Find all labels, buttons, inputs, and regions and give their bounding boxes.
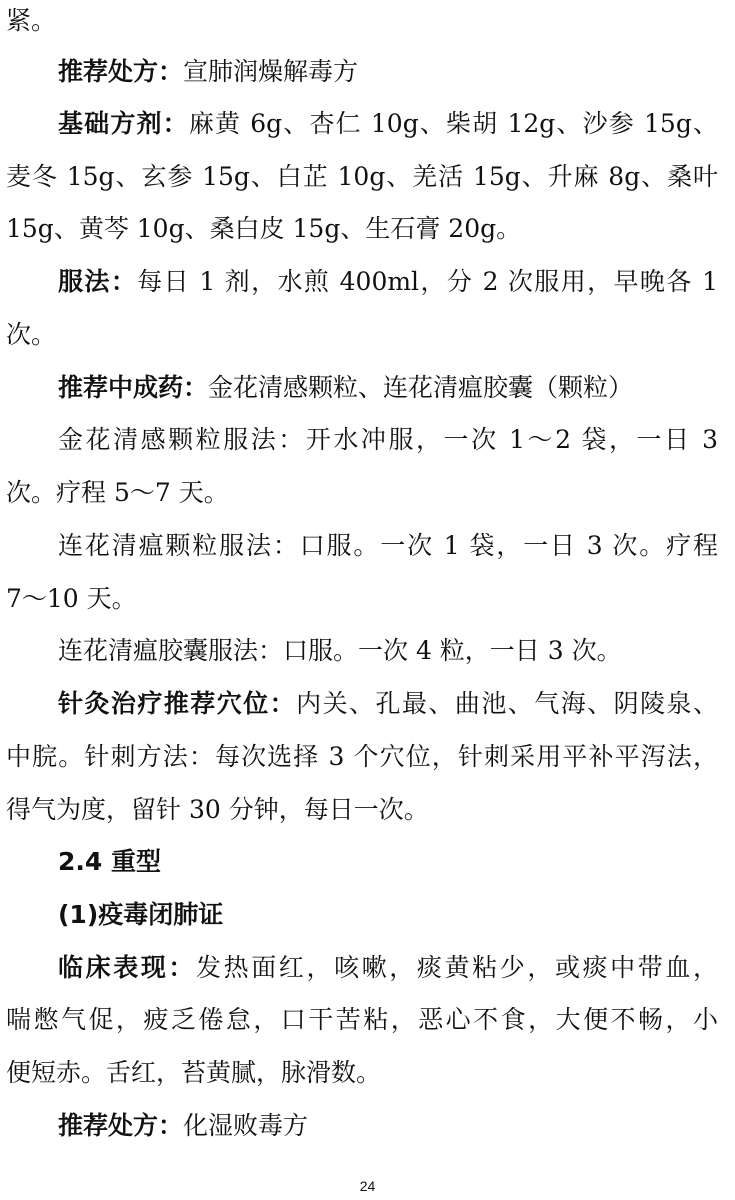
dosage-text: 每日 1 剂，水煎 400ml，分 2 次服用，早晚各 1 [137, 267, 718, 296]
base-formula-line [58, 109, 718, 139]
prescription-line [58, 57, 718, 87]
dosage-line [58, 267, 718, 297]
dosage-label: 服法： [58, 267, 138, 296]
acupuncture-line [58, 689, 718, 719]
patent-medicine-text: 金花清感颗粒、连花清瘟胶囊（颗粒） [208, 373, 634, 402]
patent-medicine-line [58, 373, 718, 403]
lianhua-granule-usage-line-2: 7～10 天。 [6, 584, 137, 613]
acupuncture-label: 针灸治疗推荐穴位： [58, 689, 297, 718]
prescription-label: 推荐处方： [58, 57, 184, 86]
jinhua-usage-line: 金花清感颗粒服法：开水冲服，一次 1～2 袋，一日 3 [58, 425, 718, 454]
clinical-manifestation-line-2: 喘憋气促，疲乏倦怠，口干苦粘，恶心不食，大便不畅，小 [6, 1005, 718, 1034]
prescription-name: 宣肺润燥解毒方 [183, 57, 359, 86]
clinical-manifestation-line [58, 953, 718, 983]
patent-medicine-label: 推荐中成药： [58, 373, 209, 402]
clinical-manifestation-line-3: 便短赤。舌红，苔黄腻，脉滑数。 [6, 1058, 382, 1087]
lianhua-capsule-usage-line: 连花清瘟胶囊服法：口服。一次 4 粒，一日 3 次。 [58, 636, 622, 665]
prescription-name-2: 化湿败毒方 [183, 1111, 309, 1140]
text-line-continuation: 紧。 [6, 6, 57, 35]
base-formula-line-2: 麦冬 15g、玄参 15g、白芷 10g、羌活 15g、升麻 8g、桑叶 [6, 162, 718, 191]
base-formula-text: 麻黄 6g、杏仁 10g、柴胡 12g、沙参 15g、 [188, 109, 718, 138]
acupuncture-line-3: 得气为度，留针 30 分钟，每日一次。 [6, 795, 429, 824]
clinical-manifestation-text: 发热面红，咳嗽，痰黄粘少，或痰中带血， [196, 953, 718, 982]
subsection-heading: (1)疫毒闭肺证 [58, 900, 224, 929]
base-formula-label: 基础方剂： [58, 109, 189, 138]
lianhua-granule-usage-line: 连花清瘟颗粒服法：口服。一次 1 袋，一日 3 次。疗程 [58, 531, 718, 560]
acupuncture-text: 内关、孔最、曲池、气海、阴陵泉、 [296, 689, 718, 718]
base-formula-line-3: 15g、黄芩 10g、桑白皮 15g、生石膏 20g。 [6, 214, 522, 243]
dosage-line-2: 次。 [6, 320, 57, 349]
acupuncture-line-2: 中脘。针刺方法：每次选择 3 个穴位，针刺采用平补平泻法， [6, 742, 718, 771]
page-number: 24 [359, 1178, 376, 1194]
prescription-line-2 [58, 1111, 718, 1141]
prescription-label-2: 推荐处方： [58, 1111, 184, 1140]
jinhua-usage-line-2: 次。疗程 5～7 天。 [6, 478, 229, 507]
section-heading: 2.4 重型 [58, 847, 161, 876]
clinical-manifestation-label: 临床表现： [58, 953, 197, 982]
